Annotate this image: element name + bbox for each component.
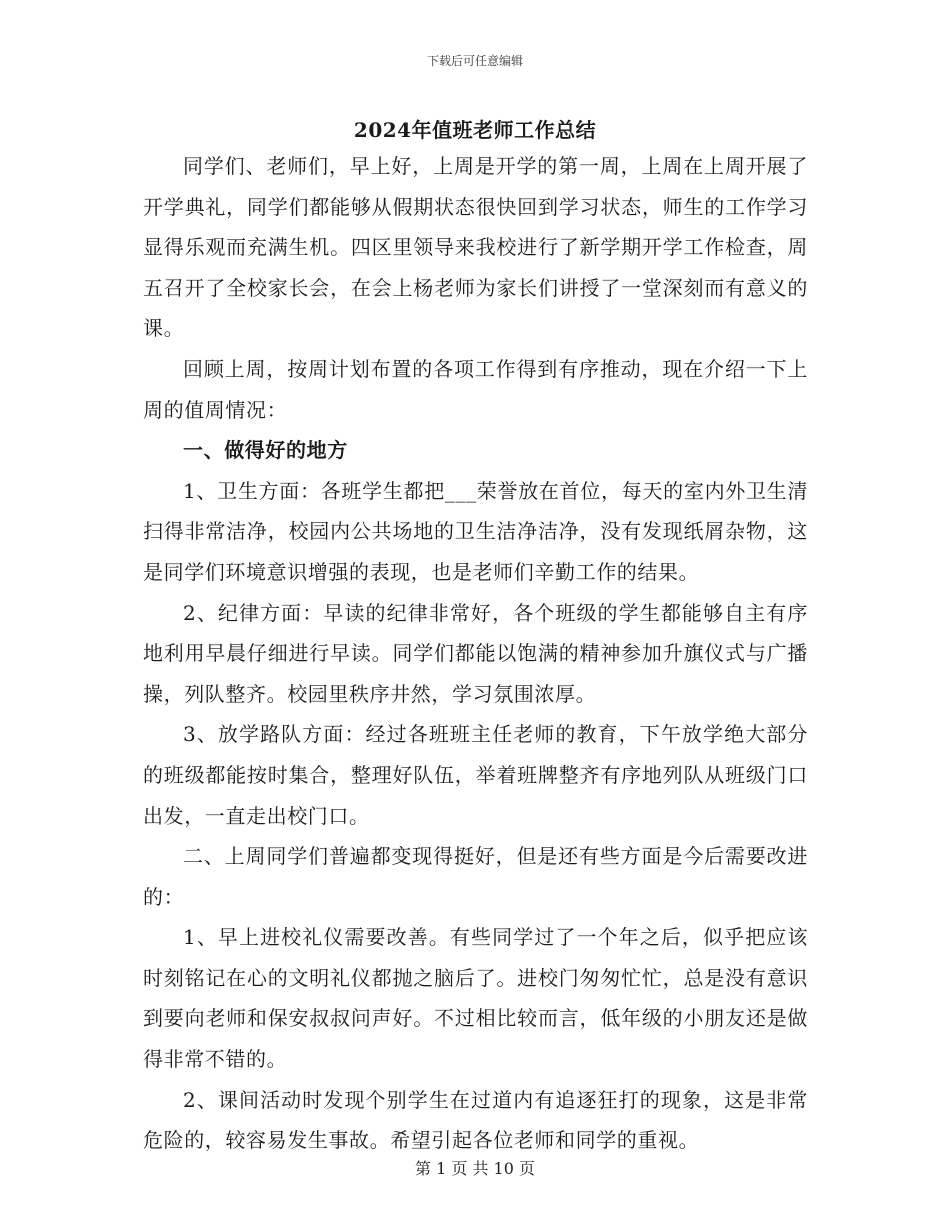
document-title: 2024年值班老师工作总结 [353, 118, 597, 142]
paragraph-intro: 同学们、老师们，早上好，上周是开学的第一周，上周在上周开展了开学典礼，同学们都能够从假期状态很快回到学习状态，师生的工作学习显得乐观而充满生机。四区里领导来我校进行了新学期开学工作检查，周五召开了全校家长会，在会上杨老师为家长们讲授了一堂深刻而有意义的课。 [143, 154, 808, 341]
page-number: 第 1 页 共 10 页 [415, 1159, 535, 1178]
paragraph-recess: 2、课间活动时发现个别学生在过道内有追逐狂打的现象，这是非常危险的，较容易发生事故。希望引起各位老师和同学的重视。 [143, 1087, 808, 1153]
paragraph-etiquette: 1、早上进校礼仪需要改善。有些同学过了一个年之后，似乎把应该时刻铭记在心的文明礼仪都抛之脑后了。进校门匆匆忙忙，总是没有意识到要向老师和保安叔叔问声好。不过相比较而言，低年级的小朋友还是做得非常不错的。 [143, 925, 808, 1072]
document-body [143, 146, 808, 1161]
page-header: 下载后可任意编辑 [426, 54, 523, 68]
paragraph-hygiene: 1、卫生方面：各班学生都把___荣誉放在首位，每天的室内外卫生清扫得非常洁净，校园内公共场地的卫生洁净洁净，没有发现纸屑杂物，这是同学们环境意识增强的表现，也是老师们辛勤工作的结果。 [143, 478, 808, 584]
paragraph-review: 回顾上周，按周计划布置的各项工作得到有序推动，现在介绍一下上周的值周情况： [143, 356, 808, 422]
section-heading-good: 一、做得好的地方 [183, 438, 348, 463]
paragraph-discipline: 2、纪律方面：早读的纪律非常好，各个班级的学生都能够自主有序地利用早晨仔细进行早读。同学们都能以饱满的精神参加升旗仪式与广播操，列队整齐。校园里秩序井然，学习氛围浓厚。 [143, 600, 808, 706]
section-heading-improve: 二、上周同学们普遍都变现得挺好，但是还有些方面是今后需要改进的： [143, 844, 808, 909]
paragraph-dismissal: 3、放学路队方面：经过各班班主任老师的教育，下午放学绝大部分的班级都能按时集合，整理好队伍，举着班牌整齐有序地列队从班级门口出发，一直走出校门口。 [143, 722, 808, 828]
